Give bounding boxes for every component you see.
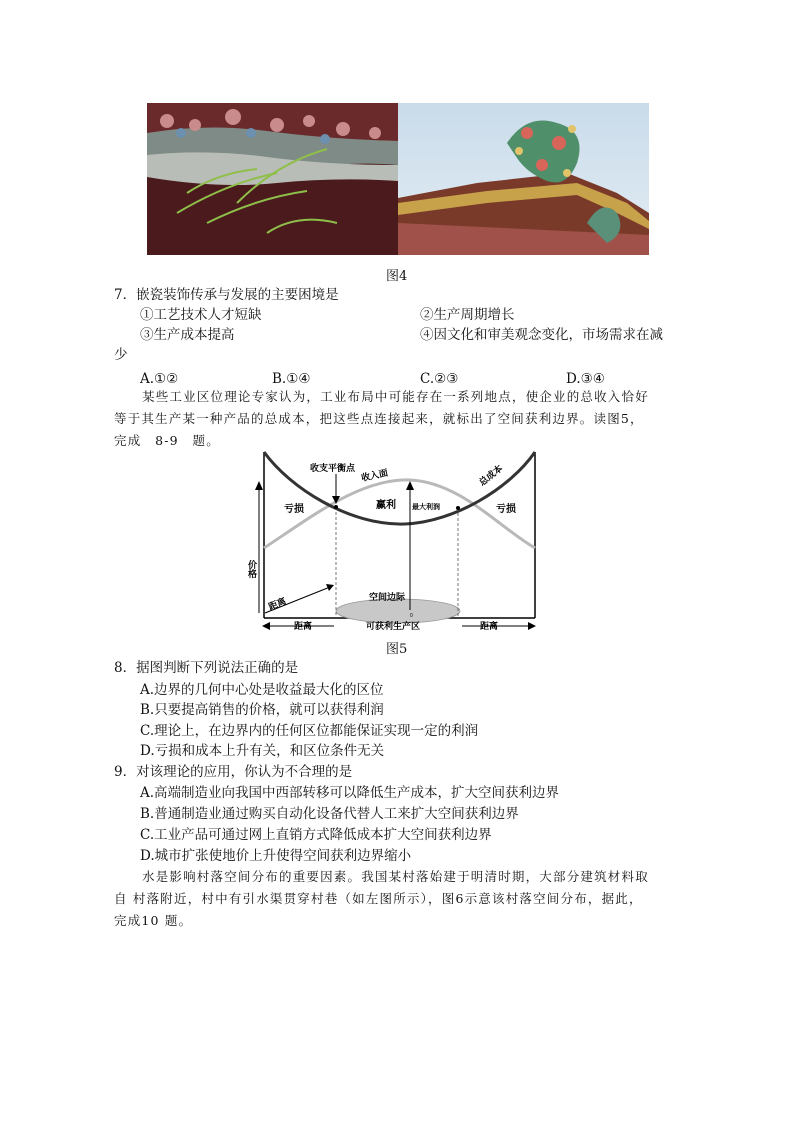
question7-choice-b: B.①④ — [272, 371, 311, 387]
label-loss-left: 亏损 — [284, 504, 304, 515]
figure4-photos — [147, 103, 649, 255]
bottom-distance-right-arrow — [528, 622, 536, 630]
question8-stem: 8．据图判断下列说法正确的是 — [114, 660, 299, 676]
figure4-caption: 图4 — [386, 269, 408, 284]
question8-option-c: C.理论上，在边界内的任何区位都能保证实现一定的利润 — [140, 723, 479, 739]
label-loss-right: 亏损 — [496, 504, 516, 515]
question7-choice-a: A.①② — [140, 371, 179, 387]
label-breakeven: 收支平衡点 — [310, 463, 356, 473]
price-axis-arrow — [255, 481, 263, 490]
question8-option-d: D.亏损和成本上升有关，和区位条件无关 — [140, 743, 385, 759]
max-profit-arrow — [406, 481, 414, 490]
figure5-caption: 图5 — [386, 642, 408, 657]
label-distance-left: 距离 — [294, 621, 313, 631]
distance-diagonal-arrow — [326, 584, 334, 591]
question9-option-a: A.高端制造业向我国中西部转移可以降低生产成本，扩大空间获利边界 — [140, 785, 560, 801]
question9-stem: 9．对该理论的应用，你认为不合理的是 — [114, 764, 353, 780]
question8-option-b: B.只要提高销售的价格，就可以获得利润 — [140, 702, 384, 718]
question8-option-a: A.边界的几何中心处是收益最大化的区位 — [140, 682, 384, 698]
question7-item-2: ②生产周期增长 — [420, 307, 515, 323]
breakeven-point-right — [456, 506, 460, 510]
intro-10-line2: 村落附近，村中有引水渠贯穿村巷（如左图所示），图6示意该村落空间分布，据此，完成10 — [114, 891, 643, 928]
photo-eaves-porcelain-flowers — [147, 103, 398, 255]
photo-ridge-dragon — [398, 103, 649, 255]
label-spatial-margin: 空间边际 — [369, 592, 406, 602]
question9-option-c: C.工业产品可通过网上直销方式降低成本扩大空间获利边界 — [140, 827, 492, 843]
question9-option-d: D.城市扩张使地价上升使得空间获利边界缩小 — [140, 848, 412, 864]
intro-10-line3: 题。 — [164, 913, 193, 928]
question7-item-1: ①工艺技术人才短缺 — [140, 307, 262, 323]
spatial-margin-ellipse — [336, 599, 460, 623]
intro-10-paragraph — [114, 866, 654, 932]
label-revenue: 收入面 — [360, 467, 389, 483]
intro-8-9-paragraph — [114, 386, 654, 452]
intro-8-9-line2: 等于其生产某一种产品的总成本，把这些点连接起来，就标出了空间获利边界。读图5， — [114, 411, 644, 426]
intro-8-9-line3: 完成 8-9 题。 — [114, 433, 220, 448]
label-distance-right: 距离 — [480, 621, 499, 631]
label-max-profit: 最大利润 — [412, 504, 440, 511]
intro-10-line1: 水是影响村落空间分布的重要因素。我国某村落始建于明清时期，大部分建筑材料取自 — [114, 869, 649, 906]
label-zero: 0 — [410, 613, 413, 619]
question7-item-4-cont: 少 — [114, 347, 128, 363]
breakeven-point-left — [334, 505, 338, 509]
label-profit: 赢利 — [376, 500, 396, 511]
total-cost-curve — [264, 452, 535, 524]
question9-option-b: B.普通制造业通过购买自动化设备代替人工来扩大空间获利边界 — [140, 806, 519, 822]
question7-choice-c: C.②③ — [420, 371, 459, 387]
question7-stem: 7．嵌瓷装饰传承与发展的主要困境是 — [114, 287, 339, 303]
intro-8-9-line1: 某些工业区位理论专家认为，工业布局中可能存在一系列地点，使企业的总收入恰好 — [142, 389, 649, 404]
question7-item-3: ③生产成本提高 — [140, 327, 235, 343]
figure5-diagram — [247, 448, 545, 634]
label-profit-zone: 可获利生产区 — [366, 621, 421, 631]
label-total-cost: 总成本 — [477, 463, 505, 488]
bottom-distance-left-arrow — [262, 622, 270, 630]
question7-item-4: ④因文化和审美观念变化，市场需求在减 — [420, 327, 663, 343]
question7-choice-d: D.③④ — [566, 371, 605, 387]
label-price: 价格 — [247, 560, 257, 578]
label-distance-diagonal: 距离 — [267, 595, 288, 612]
